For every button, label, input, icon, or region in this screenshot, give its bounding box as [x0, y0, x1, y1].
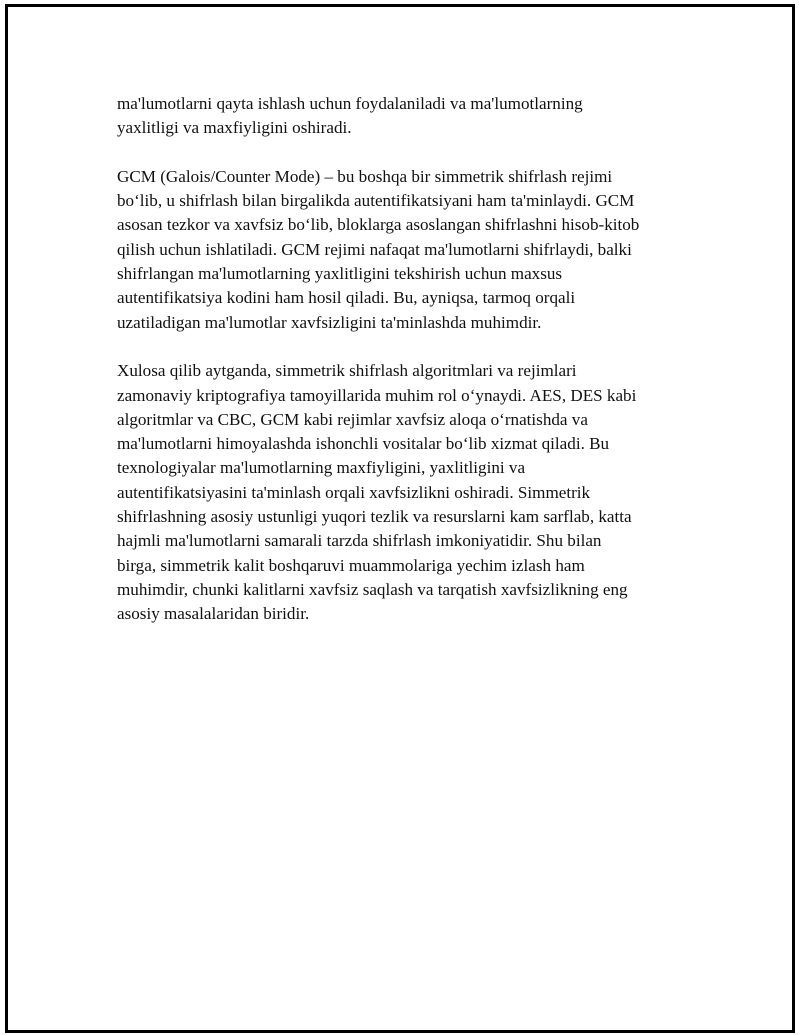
text-line: ma'lumotlarni qayta ishlash uchun foydalaniladi va ma'lumotlarning — [117, 94, 583, 113]
text-line: birga, simmetrik kalit boshqaruvi muammolariga yechim izlash ham — [117, 555, 585, 575]
text-line: hajmli ma'lumotlarni samarali tarzda shifrlash imkoniyatidir. Shu bilan — [117, 531, 602, 551]
paragraph-intro-continuation — [117, 92, 697, 141]
text-line: yaxlitligi va maxfiyligini oshiradi. — [117, 118, 352, 138]
text-line: ma'lumotlarni himoyalashda ishonchli vositalar bo‘lib xizmat qiladi. Bu — [117, 434, 610, 454]
text-line: asosiy masalalaridan biridir. — [117, 604, 310, 624]
document-body — [117, 92, 697, 651]
text-line: autentifikatsiya kodini ham hosil qiladi. Bu, ayniqsa, tarmoq orqali — [117, 288, 576, 308]
paragraph-gcm — [117, 165, 697, 335]
text-line: shifrlashning asosiy ustunligi yuqori tezlik va resurslarni kam sarflab, katta — [117, 507, 632, 527]
text-line: muhimdir, chunki kalitlarni xavfsiz saqlash va tarqatish xavfsizlikning eng — [117, 579, 628, 599]
text-line: texnologiyalar ma'lumotlarning maxfiyligini, yaxlitligini va — [117, 458, 526, 478]
text-line: algoritmlar va CBC, GCM kabi rejimlar xavfsiz aloqa o‘rnatishda va — [117, 409, 588, 429]
text-line: Xulosa qilib aytganda, simmetrik shifrlash algoritmlari va rejimlari — [117, 361, 577, 381]
text-line: uzatiladigan ma'lumotlar xavfsizligini ta'minlashda muhimdir. — [117, 312, 542, 332]
text-line: shifrlangan ma'lumotlarning yaxlitligini tekshirish uchun maxsus — [117, 264, 563, 284]
text-line: autentifikatsiyasini ta'minlash orqali xavfsizlikni oshiradi. Simmetrik — [117, 482, 591, 502]
paragraph-conclusion — [117, 359, 697, 626]
text-line: qilish uchun ishlatiladi. GCM rejimi nafaqat ma'lumotlarni shifrlaydi, balki — [117, 239, 632, 259]
text-line: asosan tezkor va xavfsiz bo‘lib, bloklarga asoslangan shifrlashni hisob-kitob — [117, 215, 640, 235]
text-line: bo‘lib, u shifrlash bilan birgalikda autentifikatsiyani ham ta'minlaydi. GCM — [117, 191, 635, 211]
text-line: zamonaviy kriptografiya tamoyillarida muhim rol o‘ynaydi. AES, DES kabi — [117, 385, 637, 405]
text-line: GCM (Galois/Counter Mode) – bu boshqa bir simmetrik shifrlash rejimi — [117, 166, 613, 186]
